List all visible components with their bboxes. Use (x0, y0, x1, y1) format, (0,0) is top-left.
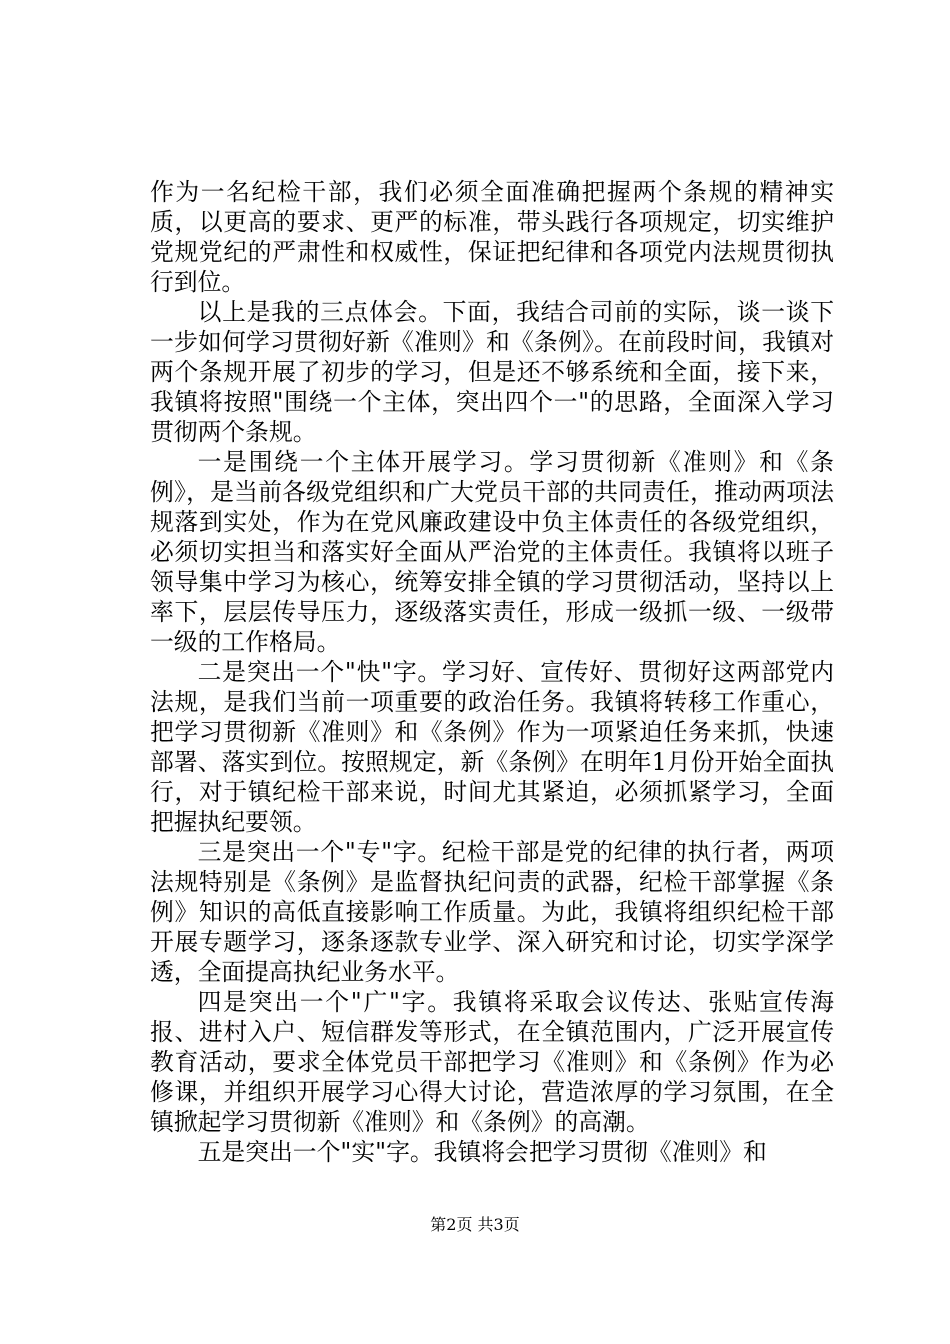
paragraph-point-four: 四是突出一个"广"字。我镇将采取会议传达、张贴宣传海报、进村入户、短信群发等形式，在全镇范围内，广泛开展宣传教育活动，要求全体党员干部把学习《准则》和《条例》作为必修课，并组织开展学习心得大讨论，营造浓厚的学习氛围，在全镇掀起学习贯彻新《准则》和《条例》的高潮。 (150, 988, 834, 1136)
paragraph-point-two: 二是突出一个"快"字。学习好、宣传好、贯彻好这两部党内法规，是我们当前一项重要的政治任务。我镇将转移工作重心，把学习贯彻新《准则》和《条例》作为一项紧迫任务来抓，快速部署、落实到位。按照规定，新《条例》在明年1月份开始全面执行，对于镇纪检干部来说，时间尤其紧迫，必须抓紧学习，全面把握执纪要领。 (150, 658, 834, 836)
paragraph-continuation: 作为一名纪检干部，我们必须全面准确把握两个条规的精神实质，以更高的要求、更严的标准，带头践行各项规定，切实维护党规党纪的严肃性和权威性，保证把纪律和各项党内法规贯彻执行到位。 (150, 178, 834, 296)
paragraph-summary: 以上是我的三点体会。下面，我结合司前的实际，谈一谈下一步如何学习贯彻好新《准则》和《条例》。在前段时间，我镇对两个条规开展了初步的学习，但是还不够系统和全面，接下来，我镇将按照"围绕一个主体，突出四个一"的思路，全面深入学习贯彻两个条规。 (150, 298, 834, 446)
paragraph-point-five: 五是突出一个"实"字。我镇将会把学习贯彻《准则》和 (197, 1138, 767, 1166)
page-number: 第2页 共3页 (430, 1215, 520, 1234)
paragraph-point-one: 一是围绕一个主体开展学习。学习贯彻新《准则》和《条例》，是当前各级党组织和广大党员干部的共同责任，推动两项法规落到实处，作为在党风廉政建设中负主体责任的各级党组织，必须切实担当和落实好全面从严治党的主体责任。我镇将以班子领导集中学习为核心，统筹安排全镇的学习贯彻活动，坚持以上率下，层层传导压力，逐级落实责任，形成一级抓一级、一级带一级的工作格局。 (150, 448, 834, 656)
paragraph-point-three: 三是突出一个"专"字。纪检干部是党的纪律的执行者，两项法规特别是《条例》是监督执纪问责的武器，纪检干部掌握《条例》知识的高低直接影响工作质量。为此，我镇将组织纪检干部开展专题学习，逐条逐款专业学、深入研究和讨论，切实学深学透，全面提高执纪业务水平。 (150, 838, 834, 986)
document-body (150, 177, 834, 1167)
